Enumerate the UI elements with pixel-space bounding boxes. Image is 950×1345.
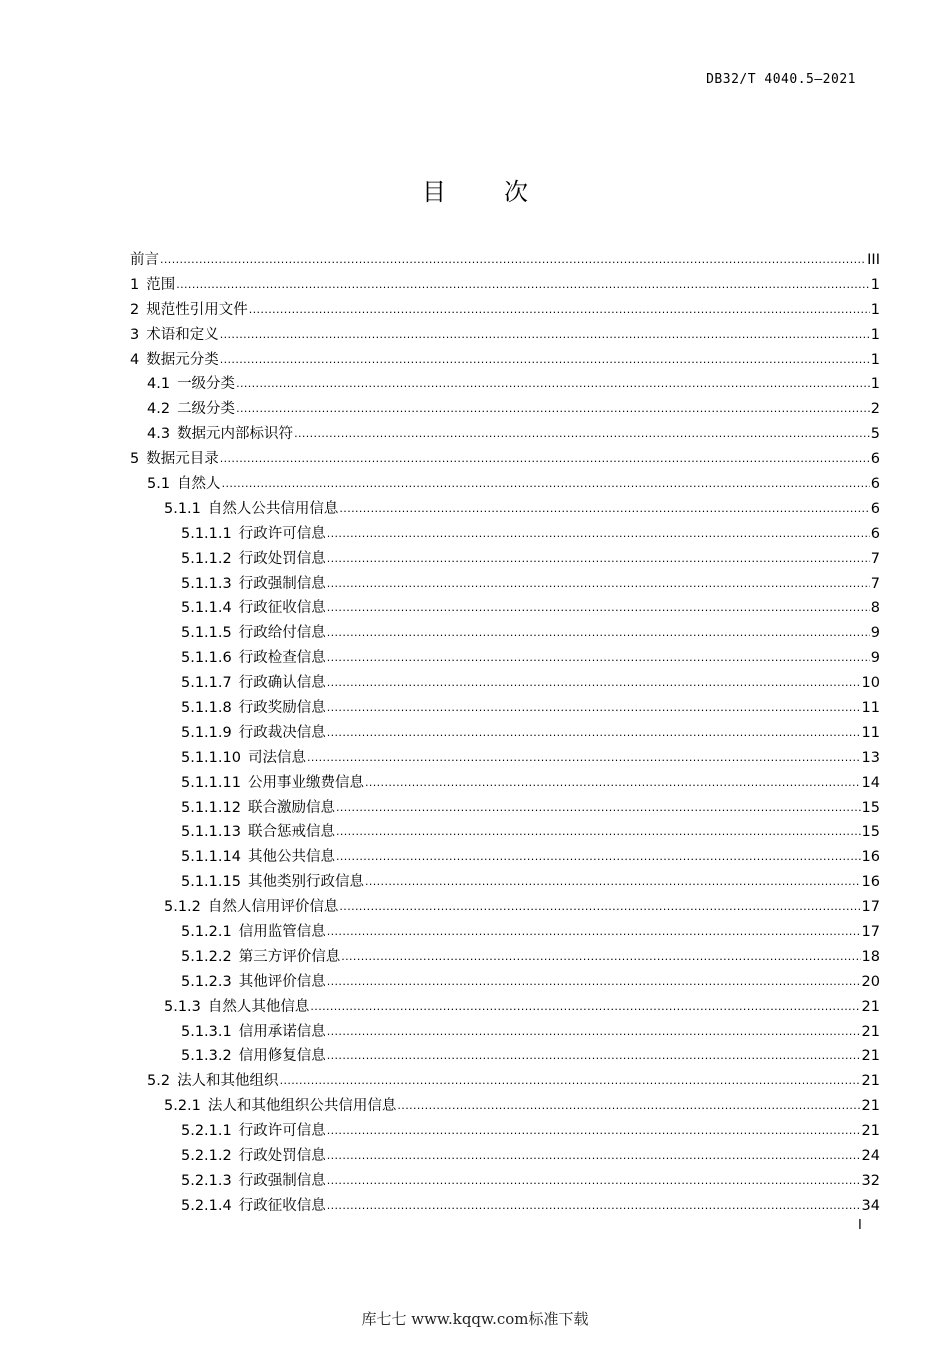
toc-entry-title: 行政许可信息 [238,1123,326,1140]
toc-entry-title: 自然人 [177,476,221,492]
toc-entry-number: 5.1 [147,476,171,492]
toc-entry-number: 5.1.1.15 [181,874,241,891]
toc-entry-label [164,1094,396,1119]
toc-entry-label [147,372,235,397]
toc-entry[interactable] [130,621,880,646]
toc-leader-dots [280,1068,861,1094]
toc-leader-dots [365,770,861,796]
toc-entry[interactable] [130,995,880,1020]
toc-entry[interactable] [130,671,880,696]
toc-entry-page: 21 [861,1023,880,1040]
toc-entry-number: 5.1.1.8 [181,700,232,717]
toc-leader-dots [341,944,860,970]
toc-entry-title: 术语和定义 [146,326,219,343]
toc-entry-title: 行政强制信息 [238,575,326,592]
toc-entry-page: 6 [870,500,880,517]
toc-entry-label [130,273,175,298]
toc-entry-title: 自然人信用评价信息 [207,899,339,916]
toc-entry-page: 17 [861,899,880,916]
toc-entry-label [181,920,326,945]
toc-entry-page: 9 [870,650,880,667]
toc-entry-page: 7 [870,550,880,567]
toc-entry-page: 13 [861,749,880,766]
toc-entry-page: 34 [861,1197,880,1214]
toc-entry-title: 数据元分类 [146,351,219,368]
toc-entry-label [181,671,326,696]
toc-entry[interactable] [130,298,880,323]
toc-entry-title: 行政检查信息 [238,650,326,667]
title-char-2: 次 [504,178,528,206]
toc-leader-dots [220,322,870,348]
toc-entry-page: III [867,251,880,268]
toc-entry[interactable] [130,646,880,671]
page-number: I [858,1218,862,1233]
toc-leader-dots [336,795,861,821]
toc-entry[interactable] [130,746,880,771]
toc-entry-number: 5.1.1.13 [181,824,241,841]
toc-leader-dots [339,496,869,522]
toc-entry-title: 法人和其他组织 [177,1073,279,1090]
toc-leader-dots [307,745,861,771]
toc-entry-title: 信用承诺信息 [238,1023,326,1040]
toc-entry[interactable] [130,1020,880,1045]
toc-entry-number: 5.1.1.9 [181,724,232,741]
toc-entry-label [181,796,335,821]
toc-entry-number: 5.1.2 [164,899,201,916]
toc-entry-page: 21 [861,998,880,1015]
document-code: DB32/T 4040.5—2021 [706,72,856,87]
table-of-contents [130,248,880,1219]
toc-entry-title: 行政强制信息 [238,1172,326,1189]
toc-entry-number: 5.2.1.1 [181,1123,232,1140]
toc-leader-dots [160,247,866,273]
toc-entry-page: 24 [861,1148,880,1165]
toc-entry-number: 5.1.3.1 [181,1023,232,1040]
toc-entry-label [164,895,338,920]
toc-entry-title: 行政裁决信息 [238,724,326,741]
toc-entry-page: 18 [861,948,880,965]
toc-entry[interactable] [130,970,880,995]
toc-entry[interactable] [130,472,880,497]
toc-entry-title: 其他公共信息 [247,849,335,866]
toc-entry-number: 4.3 [147,426,171,443]
toc-entry[interactable] [130,447,880,472]
toc-entry-label [181,1144,326,1169]
toc-entry-page: 7 [870,575,880,592]
toc-leader-dots [236,371,870,397]
toc-entry-number: 5.1.2.2 [181,948,232,965]
toc-leader-dots [294,421,870,447]
toc-entry-label [147,422,293,447]
toc-entry-title: 范围 [146,276,176,293]
toc-entry-label [181,970,326,995]
toc-entry-page: 21 [861,1098,880,1115]
toc-leader-dots [176,272,870,298]
toc-entry[interactable] [130,1194,880,1219]
toc-leader-dots [327,1168,861,1194]
toc-leader-dots [339,894,860,920]
toc-entry-page: 11 [861,724,880,741]
toc-entry[interactable] [130,397,880,422]
toc-entry[interactable] [130,895,880,920]
toc-entry-number: 5.1.3.2 [181,1048,232,1065]
toc-entry[interactable] [130,920,880,945]
toc-entry-title: 数据元内部标识符 [177,426,294,443]
toc-entry[interactable] [130,796,880,821]
toc-entry-title: 行政许可信息 [238,525,326,542]
toc-entry-title: 自然人其他信息 [207,998,310,1015]
toc-entry-label [181,945,340,970]
toc-leader-dots [327,571,870,597]
toc-entry-label [181,746,306,771]
toc-entry-title: 规范性引用文件 [146,301,248,318]
toc-entry-page: 16 [861,849,880,866]
toc-entry-title: 行政确认信息 [238,675,326,692]
toc-entry[interactable] [130,596,880,621]
toc-entry[interactable] [130,348,880,373]
toc-entry-title: 联合激励信息 [247,799,335,816]
toc-entry[interactable] [130,1169,880,1194]
toc-entry-number: 4.2 [147,401,171,418]
toc-entry[interactable] [130,497,880,522]
toc-entry-page: 17 [861,924,880,941]
toc-entry-label [181,1020,326,1045]
toc-entry-page: 5 [870,426,880,443]
toc-entry-label [147,1069,279,1094]
toc-leader-dots [327,1143,861,1169]
toc-leader-dots [327,645,870,671]
toc-entry-number: 5.2.1.2 [181,1148,232,1165]
toc-entry-page: 1 [870,351,880,368]
toc-entry-page: 1 [870,326,880,343]
toc-leader-dots [222,471,870,497]
toc-entry-page: 15 [861,799,880,816]
toc-leader-dots [365,869,861,895]
toc-entry-label [181,1194,326,1219]
toc-entry[interactable] [130,572,880,597]
toc-leader-dots [327,620,870,646]
toc-entry-title: 自然人公共信用信息 [207,500,339,517]
toc-leader-dots [327,595,870,621]
toc-leader-dots [327,1043,861,1069]
toc-entry-page: 20 [861,973,880,990]
toc-entry-label [181,1119,326,1144]
toc-entry-title: 法人和其他组织公共信用信息 [207,1098,397,1115]
toc-leader-dots [220,347,870,373]
toc-leader-dots [327,720,861,746]
toc-entry-label [147,397,235,422]
toc-entry-page: 21 [861,1123,880,1140]
toc-entry-label [181,547,326,572]
toc-entry-number: 5.1.1 [164,500,201,517]
toc-entry-page: 1 [870,276,880,293]
toc-entry-number: 5.1.3 [164,998,201,1015]
toc-entry-number: 2 [130,301,140,318]
toc-entry-number: 5.1.1.11 [181,774,241,791]
toc-entry-number: 3 [130,326,140,343]
toc-leader-dots [327,1193,861,1219]
toc-entry-number: 5.1.1.3 [181,575,232,592]
toc-entry-number: 1 [130,276,140,293]
toc-entry-title: 行政处罚信息 [238,550,326,567]
toc-entry-title: 一级分类 [177,376,236,393]
toc-entry-number: 5.1.1.1 [181,525,232,542]
toc-entry-number: 5.1.2.3 [181,973,232,990]
toc-entry-label [181,596,326,621]
toc-entry-label [181,621,326,646]
toc-entry[interactable] [130,845,880,870]
toc-entry-title: 公用事业缴费信息 [247,774,364,791]
toc-entry-page: 6 [870,525,880,542]
toc-entry-page: 10 [861,675,880,692]
toc-entry-title: 信用监管信息 [238,924,326,941]
toc-leader-dots [327,695,861,721]
toc-entry-title: 联合惩戒信息 [247,824,335,841]
toc-entry[interactable] [130,248,880,273]
toc-leader-dots [310,994,860,1020]
toc-entry[interactable] [130,273,880,298]
toc-leader-dots [327,919,861,945]
toc-leader-dots [327,670,861,696]
toc-entry[interactable] [130,1069,880,1094]
toc-entry-number: 5.2.1.3 [181,1172,232,1189]
toc-entry[interactable] [130,1144,880,1169]
toc-entry-title: 数据元目录 [146,451,219,468]
toc-entry[interactable] [130,522,880,547]
toc-entry-page: 1 [870,376,880,393]
title-char-1: 目 [422,178,446,206]
toc-entry-label [181,820,335,845]
toc-entry[interactable] [130,721,880,746]
toc-entry-number: 5.1.1.12 [181,799,241,816]
toc-entry-title: 行政处罚信息 [238,1148,326,1165]
toc-entry[interactable] [130,1045,880,1070]
toc-entry-title: 行政征收信息 [238,1197,326,1214]
footer-watermark: 库七七 www.kqqw.com标准下载 [361,1310,589,1328]
toc-entry-label [130,447,219,472]
toc-entry-label [181,771,364,796]
toc-entry-number: 5 [130,451,140,468]
toc-entry-page: 21 [861,1073,880,1090]
toc-entry[interactable] [130,696,880,721]
toc-entry-label [147,472,221,497]
toc-entry-title: 司法信息 [247,749,306,766]
toc-entry-label [181,646,326,671]
toc-leader-dots [327,1118,861,1144]
toc-entry[interactable] [130,547,880,572]
toc-entry-title: 其他评价信息 [238,973,326,990]
toc-entry-page: 6 [870,476,880,492]
toc-entry-title: 第三方评价信息 [238,948,341,965]
toc-leader-dots [236,396,870,422]
toc-entry-number: 4.1 [147,376,171,393]
toc-entry-number: 5.1.1.14 [181,849,241,866]
toc-entry-label [181,1044,326,1069]
toc-entry-page: 8 [870,600,880,617]
toc-entry-number: 5.1.1.2 [181,550,232,567]
toc-entry-label [181,1169,326,1194]
toc-entry-title: 二级分类 [177,401,236,418]
toc-entry-title: 信用修复信息 [238,1048,326,1065]
toc-entry-page: 6 [870,451,880,468]
toc-entry-label [130,323,219,348]
toc-entry[interactable] [130,870,880,895]
page-title [0,172,950,207]
toc-entry-number: 5.1.1.6 [181,650,232,667]
toc-entry-label [130,298,248,323]
toc-leader-dots [249,297,870,323]
toc-entry-number: 5.1.1.5 [181,625,232,642]
toc-entry-page: 14 [861,774,880,791]
toc-entry-label [181,572,326,597]
toc-leader-dots [327,1019,861,1045]
toc-entry-page: 11 [861,700,880,717]
toc-entry-label [130,348,219,373]
toc-entry[interactable] [130,372,880,397]
toc-entry[interactable] [130,323,880,348]
toc-entry-number: 4 [130,351,140,368]
toc-entry-label [164,995,309,1020]
toc-entry-number: 5.1.1.4 [181,600,232,617]
toc-entry-number: 5.1.2.1 [181,924,232,941]
toc-entry-title: 行政征收信息 [238,600,326,617]
toc-entry-number: 5.1.1.7 [181,675,232,692]
toc-entry-page: 15 [861,824,880,841]
toc-entry[interactable] [130,820,880,845]
toc-leader-dots [336,819,861,845]
toc-entry-page: 9 [870,625,880,642]
toc-entry-label [181,522,326,547]
toc-entry[interactable] [130,422,880,447]
toc-entry-title: 前言 [130,251,159,268]
toc-entry-number: 5.2.1.4 [181,1197,232,1214]
toc-entry-label [181,696,326,721]
toc-entry-number: 5.2 [147,1073,171,1090]
toc-leader-dots [220,446,870,472]
toc-leader-dots [327,546,870,572]
toc-entry-page: 21 [861,1048,880,1065]
toc-entry-page: 1 [870,301,880,318]
toc-entry-page: 16 [861,874,880,891]
toc-entry-page: 32 [861,1172,880,1189]
toc-leader-dots [327,969,861,995]
toc-entry[interactable] [130,945,880,970]
toc-entry-label [181,845,335,870]
toc-entry-title: 其他类别行政信息 [247,874,364,891]
toc-entry-title: 行政给付信息 [238,625,326,642]
toc-entry-number: 5.1.1.10 [181,749,241,766]
toc-entry[interactable] [130,771,880,796]
toc-entry-title: 行政奖励信息 [238,700,326,717]
toc-entry-label [164,497,338,522]
toc-entry-label [181,721,326,746]
toc-leader-dots [327,521,870,547]
toc-entry-label [181,870,364,895]
toc-leader-dots [397,1093,860,1119]
toc-entry-label [130,248,159,273]
toc-entry-page: 2 [870,401,880,418]
toc-entry-number: 5.2.1 [164,1098,201,1115]
toc-entry[interactable] [130,1094,880,1119]
toc-entry[interactable] [130,1119,880,1144]
toc-leader-dots [336,844,861,870]
